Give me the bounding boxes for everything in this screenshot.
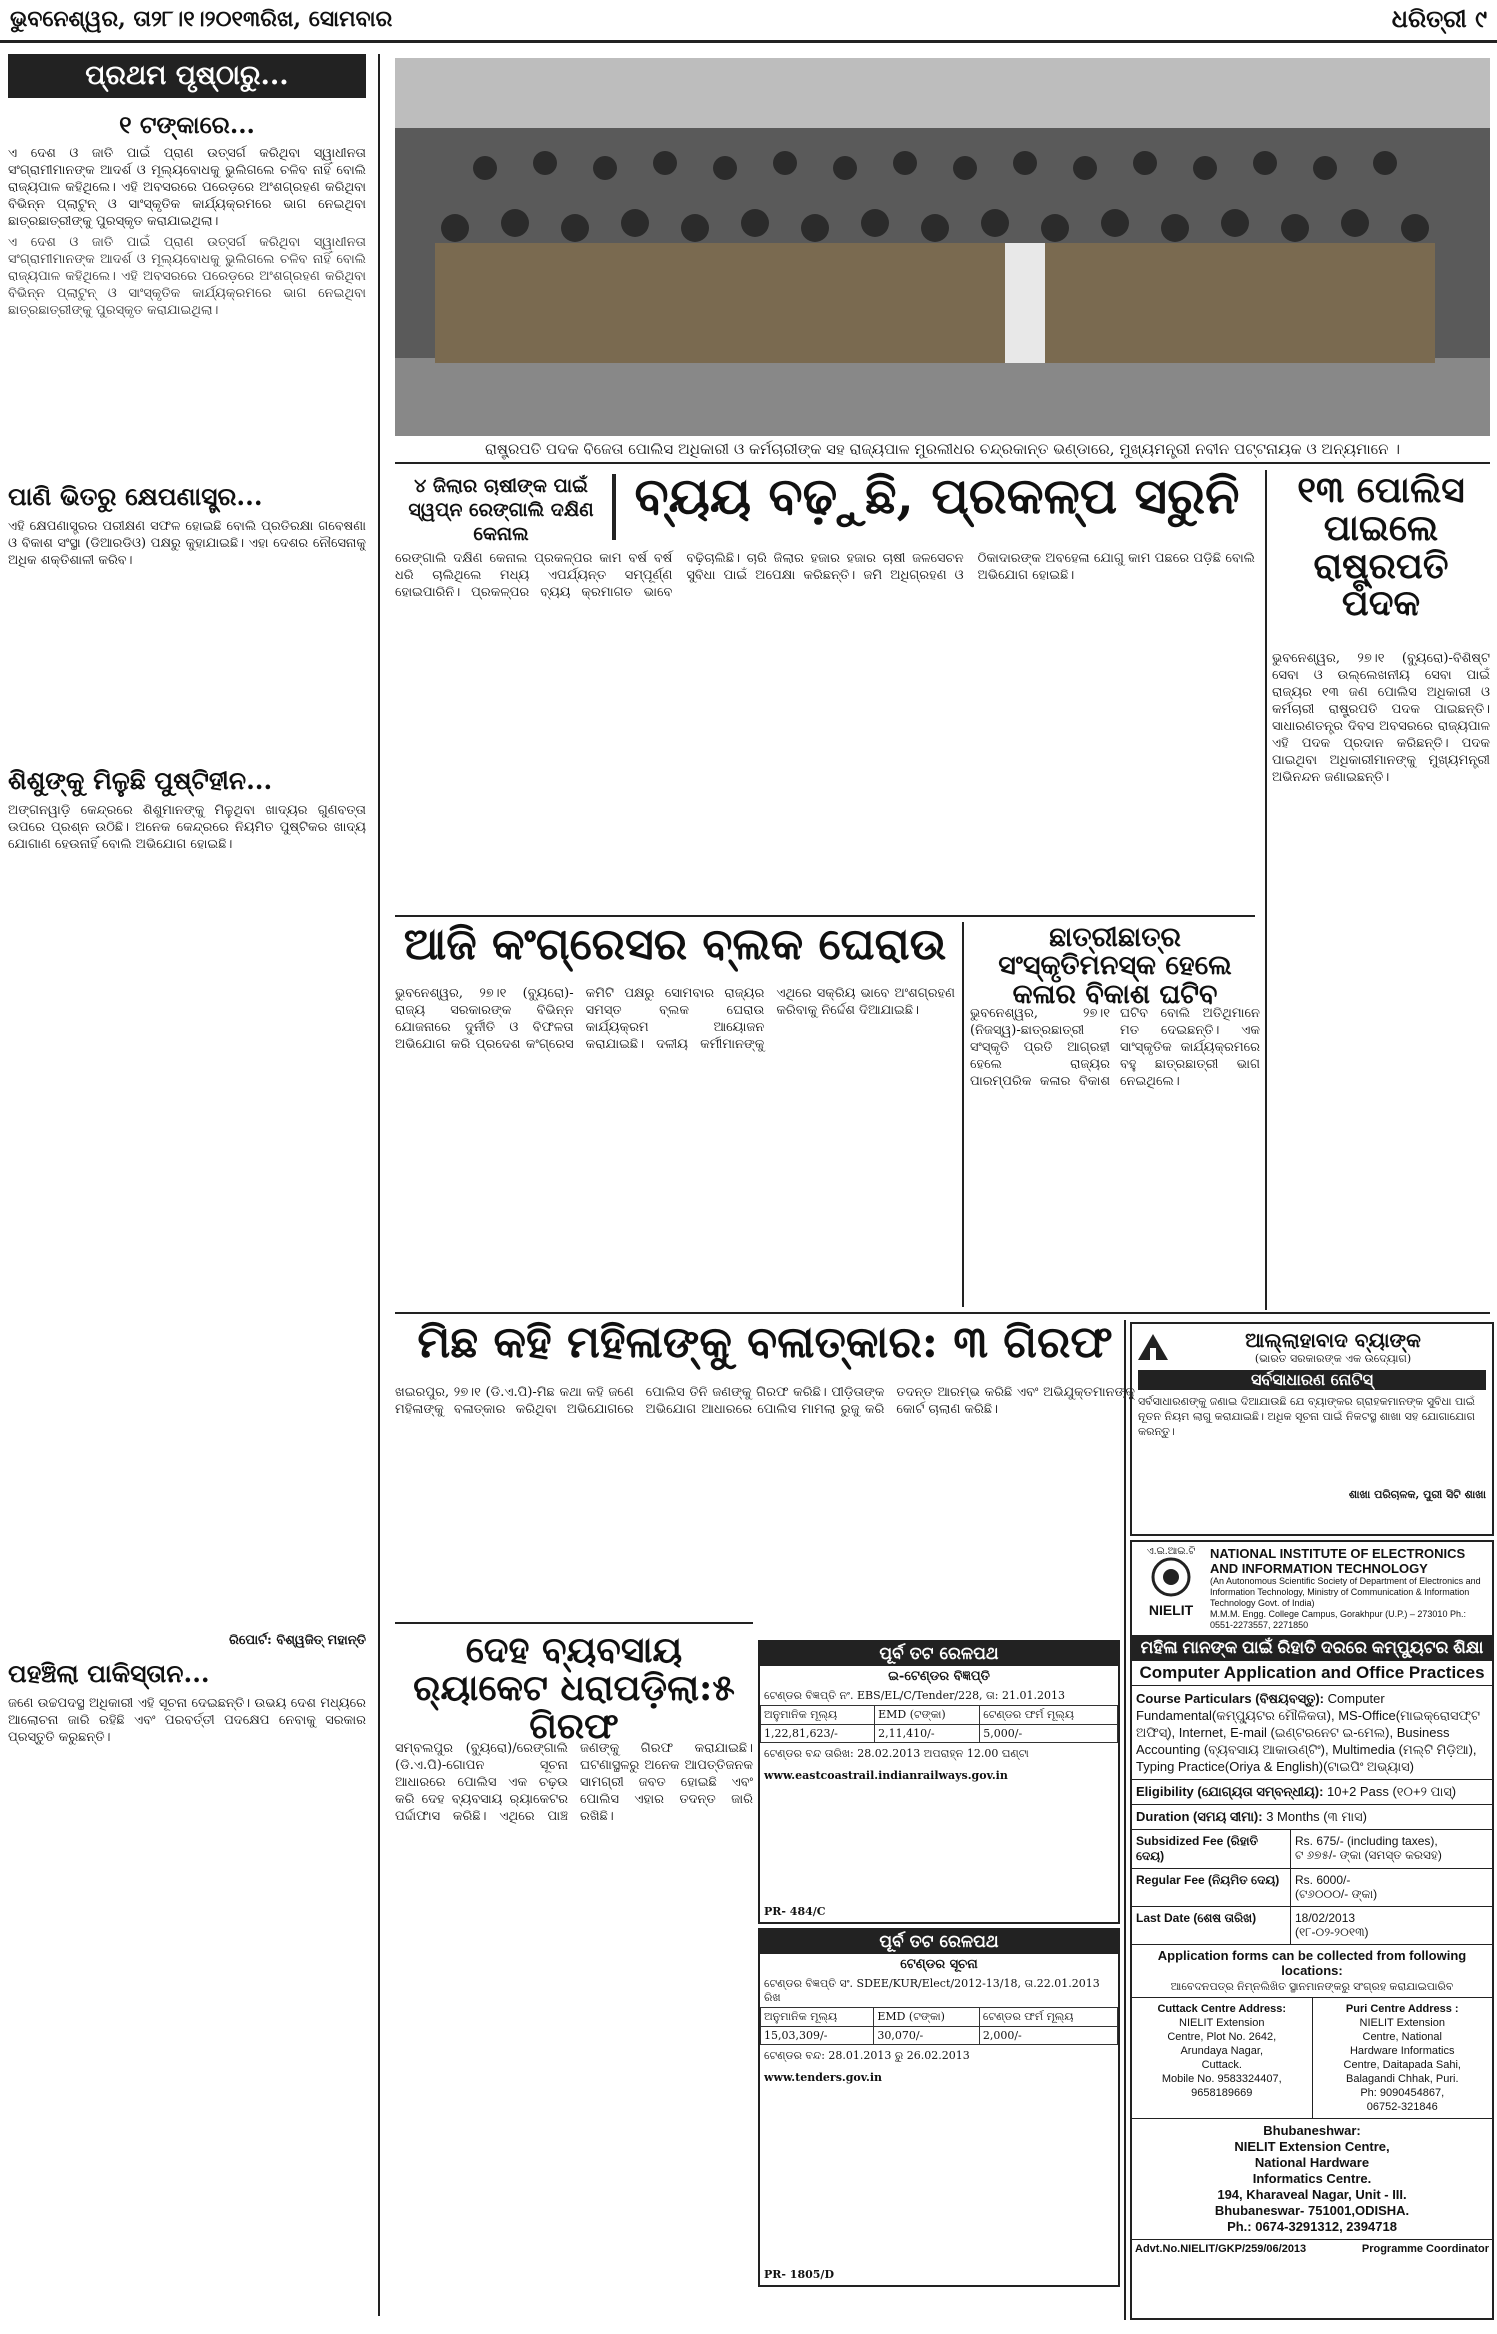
nielit-logo-icon [1141,1557,1201,1597]
table-cell: 2,11,410/- [875,1725,980,1743]
ad-website[interactable]: www.eastcoastrail.indianrailways.gov.in [764,1769,1008,1782]
left-column [8,54,366,2316]
students-body: ଭୁବନେଶ୍ୱର, ୨୭।୧ (ନିଜସ୍ୱ)-ଛାତ୍ରଛାତ୍ରୀ ସଂସ୍କୃତି ପ୍ରତି ଆଗ୍ରହୀ ହେଲେ ରାଜ୍ୟର ପାରମ୍ପରିକ କଳାର ବିକାଶ ଘଟିବ ବୋଲି ଅତିଥିମାନେ ମତ ଦେଇଛନ୍ତି। ଏକ ସାଂସ୍କୃତିକ କାର୍ଯ୍ୟକ୍ରମରେ ବହୁ ଛାତ୍ରଛାତ୍ରୀ ଭାଗ ନେଇଥିଲେ। [970,1006,1260,1089]
rule [395,915,1255,917]
students-headline: ଛାତ୍ରୀଛାତ୍ର ସଂସ୍କୃତିମନସ୍କ ହେଲେ କଳାର ବିକାଶ ଘଟିବ [998,922,1232,1010]
fee-table [1132,1830,1492,1945]
fee-sub: ଟ ୬୭୫/- ଙ୍କା (ସମସ୍ତ କରସହ) [1295,1848,1442,1862]
duration-value: 3 Months (୩ ମାସ) [1266,1809,1367,1824]
nielit-title: NATIONAL INSTITUTE OF ELECTRONICS AND INFORMATION TECHNOLOGY [1210,1546,1466,1576]
course-text: Computer Fundamental(କମ୍ପ୍ୟୁଟର ମୌଳିକତା), MS-Office(ମାଇକ୍ରୋସଫ୍ଟ ଅଫିସ୍), Internet, E-mail (ଇଣ୍ଟରନେଟ ଇ-ମେଲ), Business Accounting (ବ୍ୟବସାୟ ଆକାଉଣ୍ଟିଂ), Multimedia (ମଲ୍ଟି ମିଡ଼ିଆ), Typing Practice(Oriya & English)(ଟାଇପିଂ ଅଭ୍ୟାସ) [1136,1691,1480,1774]
fee-value: Rs. 675/- (including taxes), [1295,1834,1438,1848]
ad-table [760,1705,1118,1743]
centre-line: Bhubaneswar- 751001,ODISHA. [1214,2203,1410,2218]
centre-title: Cuttack Centre Address: [1157,2003,1287,2015]
rape-body: ଖଇରପୁର, ୨୭।୧ (ଡି.ଏ.ପି)-ମିଛ କଥା କହି ଜଣେ ମହିଳାଙ୍କୁ ବଳାତ୍କାର କରିଥିବା ଅଭିଯୋଗରେ ପୋଲିସ ତିନି ଜଣଙ୍କୁ ଗିରଫ କରିଛି। ପୀଡ଼ିତାଙ୍କ ଅଭିଯୋଗ ଆଧାରରେ ପୋଲିସ ମାମଲା ରୁଜୁ କରି ତଦନ୍ତ ଆରମ୍ଭ କରିଛି ଏବଂ ଅଭିଯୁକ୍ତମାନଙ୍କୁ କୋର୍ଟ ଚାଲାଣ କରିଛି। [395,1385,1135,1417]
ad-title: ପୂର୍ବ ତଟ ରେଳପଥ [760,1930,1118,1954]
table-cell: ଅନୁମାନିକ ମୂଲ୍ୟ [761,2008,874,2027]
ad-ref: ଟେଣ୍ଡର ବିଜ୍ଞପ୍ତି ସଂ. SDEE/KUR/Elect/2012-13/18, ତା.22.01.2013 ରିଖ [764,1977,1100,2004]
congress-body: ଭୁବନେଶ୍ୱର, ୨୭।୧ (ବ୍ୟୁରୋ)-ରାଜ୍ୟ ସରକାରଙ୍କ ବିଭିନ୍ନ ଯୋଜନାରେ ଦୁର୍ନୀତି ଓ ବିଫଳତା ଅଭିଯୋଗ କରି ପ୍ରଦେଶ କଂଗ୍ରେସ କମିଟି ପକ୍ଷରୁ ସୋମବାର ରାଜ୍ୟର ସମସ୍ତ ବ୍ଲକ ଘେରାଉ କାର୍ଯ୍ୟକ୍ରମ ଆୟୋଜନ କରାଯାଇଛି। ଦଳୀୟ କର୍ମୀମାନଙ୍କୁ ଏଥିରେ ସକ୍ରିୟ ଭାବେ ଅଂଶଗ୍ରହଣ କରିବାକୁ ନିର୍ଦ୍ଦେଶ ଦିଆଯାଇଛି। [395,986,955,1052]
story-title: ଶିଶୁଙ୍କୁ ମିଳୁଛି ପୁଷ୍ଟିହୀନ... [8,766,273,795]
nielit-logo [1136,1546,1206,1631]
puri-centre [1313,1998,1493,2118]
nielit-subtitle: (An Autonomous Scientific Society of Department of Electronics and Information Technology, Ministry of Communication & Information Technology Govt. of India) [1210,1576,1481,1608]
story-body: ଅଙ୍ଗନୱାଡ଼ି କେନ୍ଦ୍ରରେ ଶିଶୁମାନଙ୍କୁ ମିଳୁଥିବା ଖାଦ୍ୟର ଗୁଣବତ୍ତା ଉପରେ ପ୍ରଶ୍ନ ଉଠିଛି। ଅନେକ କେନ୍ଦ୍ରରେ ନିୟମିତ ପୁଷ୍ଟିକର ଖାଦ୍ୟ ଯୋଗାଣ ହେଉନାହିଁ ବୋଲି ଅଭିଯୋଗ ହୋଇଛି। [8,803,366,852]
racket-body: ସମ୍ବଲପୁର (ବ୍ୟୁରୋ)/ରେଙ୍ଗାଲି (ଡି.ଏ.ପି)-ଗୋପନ ସୂଚନା ଆଧାରରେ ପୋଲିସ ଏକ ଚଢ଼ଉ କରି ଦେହ ବ୍ୟବସାୟ ର‍୍ୟାକେଟର ପର୍ଦ୍ଦାଫାସ କରିଛି। ଏଥିରେ ପାଞ୍ଚ ଜଣଙ୍କୁ ଗିରଫ କରାଯାଇଛି। ଘଟଣାସ୍ଥଳରୁ ଅନେକ ଆପତ୍ତିଜନକ ସାମଗ୍ରୀ ଜବତ ହୋଇଛି ଏବଂ ପୋଲିସ ଏହାର ତଦନ୍ତ ଜାରି ରଖିଛି। [395,1741,753,1824]
fee-sub: (ଟ୬୦୦୦/- ଙ୍କା) [1295,1887,1378,1901]
apply-heading-or: ଆବେଦନପତ୍ର ନିମ୍ନଲିଖିତ ସ୍ଥାନମାନଙ୍କରୁ ସଂଗ୍ରହ କରାଯାଇପାରିବ [1132,1981,1492,1998]
police-group-photo [395,58,1490,436]
police-headline: ୧୩ ପୋଲିସ ପାଇଲେ ରାଷ୍ଟ୍ରପତି ପଦକ [1297,469,1465,625]
coordinator: Programme Coordinator [1361,2243,1489,2255]
lead-body: ରେଙ୍ଗାଲି ଦକ୍ଷିଣ କେନାଲ ପ୍ରକଳ୍ପର କାମ ବର୍ଷ ବର୍ଷ ଧରି ଚାଲିଥିଲେ ମଧ୍ୟ ଏପର୍ଯ୍ୟନ୍ତ ସମ୍ପୂର୍ଣ୍ଣ ହୋଇପାରିନି। ପ୍ରକଳ୍ପର ବ୍ୟୟ କ୍ରମାଗତ ଭାବେ ବଢ଼ିଚାଲିଛି। ଚାରି ଜିଲାର ହଜାର ହଜାର ଚାଷୀ ଜଳସେଚନ ସୁବିଧା ପାଇଁ ଅପେକ୍ଷା କରିଛନ୍ତି। ଜମି ଅଧିଗ୍ରହଣ ଓ ଠିକାଦାରଙ୍କ ଅବହେଳା ଯୋଗୁ କାମ ପଛରେ ପଡ଼ିଛି ବୋଲି ଅଭିଯୋଗ ହୋଇଛି। [395,551,1255,600]
centre-line: Arundaya Nagar, [1180,2045,1264,2057]
centre-line: Ph: 9090454867, [1360,2087,1445,2099]
branch-name: ଶାଖା ପରିଚାଳକ, ପୁରୀ ସିଟି ଶାଖା [1348,1488,1486,1501]
table-cell: ଟେଣ୍ଡର ଫର୍ମ ମୂଲ୍ୟ [979,2008,1117,2027]
story-title: ପହଞ୍ଚିଲା ପାକିସ୍ତାନ... [8,1659,210,1688]
nielit-banner: ମହିଳା ମାନଙ୍କ ପାଇଁ ରିହାତି ଦରରେ କମ୍ପ୍ୟୁଟର ଶିକ୍ଷା [1132,1635,1492,1661]
ad-table [760,2007,1118,2045]
ad-website[interactable]: www.tenders.gov.in [764,2071,883,2084]
racket-headline: ଦେହ ବ୍ୟବସାୟ ର‍୍ୟାକେଟ ଧରାପଡ଼ିଲା:୫ ଗିରଫ [413,1629,735,1747]
fee-row [1132,1830,1492,1869]
table-cell: EMD (ଟଙ୍କା) [874,2008,980,2027]
bank-logo-icon [1136,1332,1170,1362]
centre-line: Ph.: 0674-3291312, 2394718 [1227,2219,1397,2234]
logo-caption: ଏ.ଇ.ଆଇ.ଟି [1146,1546,1196,1557]
logo-text: NIELIT [1148,1602,1194,1618]
course-label: Course Particulars (ବିଷୟବସ୍ତୁ): [1136,1691,1324,1706]
fee-value: 18/02/2013 [1295,1911,1356,1925]
column-divider [378,54,380,2316]
advt-number: Advt.No.NIELIT/GKP/259/06/2013 [1135,2243,1307,2255]
nielit-ad [1130,1540,1494,2320]
table-cell: 1,22,81,623/- [761,1725,875,1743]
fee-value: Rs. 6000/- [1295,1873,1351,1887]
column-divider [962,922,964,1307]
rule [395,462,1490,464]
page-number: ଧରିତ୍ରୀ ୯ [1391,4,1487,33]
first-page-banner: ପ୍ରଥମ ପୃଷ୍ଠାରୁ... [8,54,366,98]
ad-notice: ଇ-ଟେଣ୍ଡର ବିଜ୍ଞପ୍ତି [888,1669,990,1684]
ad-code: PR- 484/C [764,1905,826,1918]
centre-line: National Hardware [1254,2155,1370,2170]
centre-line: Centre, Plot No. 2642, [1167,2031,1277,2043]
centre-line: Centre, National [1362,2031,1442,2043]
centre-line: Mobile No. 9583324407, [1161,2073,1282,2085]
ad-title: ପୂର୍ବ ତଟ ରେଳପଥ [760,1642,1118,1666]
centre-line: Informatics Centre. [1252,2171,1372,2186]
story-body: ଏହି କ୍ଷେପଣାସ୍ତ୍ରର ପରୀକ୍ଷଣ ସଫଳ ହୋଇଛି ବୋଲି ପ୍ରତିରକ୍ଷା ଗବେଷଣା ଓ ବିକାଶ ସଂସ୍ଥା (ଡିଆରଡିଓ) ପକ୍ଷରୁ କୁହାଯାଇଛି। ଏହା ଦେଶର ନୌସେନାକୁ ଅଧିକ ଶକ୍ତିଶାଳୀ କରିବ। [8,519,366,568]
centre-line: Hardware Informatics [1349,2045,1455,2057]
centre-line: NIELIT Extension [1359,2017,1445,2029]
reporter-byline: ରିପୋର୍ଟ: ବିଶ୍ୱଜିତ୍ ମହାନ୍ତି [228,1633,366,1648]
table-row [761,1725,1118,1743]
fee-label: Regular Fee (ନିୟମିତ ଦେୟ) [1132,1869,1291,1906]
railway-ad-2 [758,1928,1120,2287]
centre-line: Balagandi Chhak, Puri. [1345,2073,1459,2085]
centre-title: Puri Centre Address : [1345,2003,1459,2015]
group-photo [395,58,1490,436]
ad-dates: ଟେଣ୍ଡର ବନ୍ଦ: 28.01.2013 ରୁ 26.02.2013 [764,2049,970,2062]
course-name: Computer Application and Office Practices [1132,1661,1492,1686]
column-divider [1124,1320,1126,2320]
centre-line: NIELIT Extension Centre, [1234,2139,1390,2154]
page-header [0,0,1497,43]
table-row [761,1706,1118,1725]
apply-heading: Application forms can be collected from following locations: [1157,1948,1467,1978]
table-cell: 2,000/- [979,2027,1117,2045]
table-cell: ଅନୁମାନିକ ମୂଲ୍ୟ [761,1706,875,1725]
lead-headline: ବ୍ୟୟ ବଢ଼ୁଛି, ପ୍ରକଳ୍ପ ସରୁନି [634,466,1240,525]
eligibility-label: Eligibility (ଯୋଗ୍ୟତା ସମ୍ବନ୍ଧୀୟ): [1136,1784,1324,1799]
bhubaneswar-centre [1132,2119,1492,2239]
police-body: ଭୁବନେଶ୍ୱର, ୨୭।୧ (ବ୍ୟୁରୋ)-ବିଶିଷ୍ଟ ସେବା ଓ ଉଲ୍ଲେଖନୀୟ ସେବା ପାଇଁ ରାଜ୍ୟର ୧୩ ଜଣ ପୋଲିସ ଅଧିକାରୀ ଓ କର୍ମଚାରୀ ରାଷ୍ଟ୍ରପତି ପଦକ ପାଇଛନ୍ତି। ସାଧାରଣତନ୍ତ୍ର ଦିବସ ଅବସରରେ ରାଜ୍ୟପାଳ ଏହି ପଦକ ପ୍ରଦାନ କରିଛନ୍ତି। ପଦକ ପାଇଥିବା ଅଧିକାରୀମାନଙ୍କୁ ମୁଖ୍ୟମନ୍ତ୍ରୀ ଅଭିନନ୍ଦନ ଜଣାଇଛନ୍ତି। [1272,651,1490,785]
centre-line: 194, Kharaveal Nagar, Unit - III. [1217,2187,1407,2202]
ad-code: PR- 1805/D [764,2268,834,2281]
congress-headline: ଆଜି କଂଗ୍ରେସର ବ୍ଲକ ଘେରାଉ [403,919,947,970]
bank-name: ଆଲ୍ଲାହାବାଦ ବ୍ୟାଙ୍କ [1245,1328,1421,1352]
fee-label: Last Date (ଶେଷ ତାରିଖ) [1132,1907,1291,1944]
dateline: ଭୁବନେଶ୍ୱର, ତା୨୮।୧।୨୦୧୩ରିଖ, ସୋମବାର [10,6,393,32]
notice-body: ସର୍ବସାଧାରଣଙ୍କୁ ଜଣାଇ ଦିଆଯାଉଛି ଯେ ବ୍ୟାଙ୍କର ଗ୍ରାହକମାନଙ୍କ ସୁବିଧା ପାଇଁ ନୂତନ ନିୟମ ଲାଗୁ କରାଯାଇଛି। ଅଧିକ ସୂଚନା ପାଇଁ ନିକଟସ୍ଥ ଶାଖା ସହ ଯୋଗାଯୋଗ କରନ୍ତୁ। [1138,1395,1475,1438]
eligibility-value: 10+2 Pass (୧୦+୨ ପାସ୍) [1327,1784,1457,1799]
fee-row [1132,1869,1492,1907]
bank-sub: (ଭାରତ ସରକାରଙ୍କ ଏକ ଉଦ୍ୟୋଗ) [1254,1352,1412,1365]
ad-ref: ଟେଣ୍ଡର ବିଜ୍ଞପ୍ତି ନଂ. EBS/EL/C/Tender/228, ତା: 21.01.2013 [764,1689,1065,1702]
photo-caption: ରାଷ୍ଟ୍ରପତି ପଦକ ବିଜେତା ପୋଲିସ ଅଧିକାରୀ ଓ କର୍ମଚାରୀଙ୍କ ସହ ରାଜ୍ୟପାଳ ମୁରଲୀଧର ଚନ୍ଦ୍ରକାନ୍ତ ଭଣ୍ଡାରେ, ମୁଖ୍ୟମନ୍ତ୍ରୀ ନବୀନ ପଟ୍ଟନାୟକ ଓ ଅନ୍ୟମାନେ । [484,440,1400,458]
bank-ad [1130,1322,1494,1536]
centre-line: NIELIT Extension [1179,2017,1265,2029]
column-divider [1265,470,1267,1310]
table-row [761,2008,1118,2027]
rape-headline: ମିଛ କହି ମହିଳାଙ୍କୁ ବଳାତ୍କାର: ୩ ଗିରଫ [417,1317,1113,1368]
ad-dates: ଟେଣ୍ଡର ବନ୍ଦ ତାରିଖ: 28.02.2013 ଅପରାହ୍ନ 12.00 ଘଣ୍ଟା [764,1747,1029,1760]
railway-ad-1 [758,1640,1120,1924]
fee-label: Subsidized Fee (ରିହାତି ଦେୟ) [1132,1830,1291,1868]
table-cell: 15,03,309/- [761,2027,874,2045]
centre-line: 9658189669 [1191,2087,1253,2099]
rule [395,1312,1490,1314]
story-continuation: ଏ ଦେଶ ଓ ଜାତି ପାଇଁ ପ୍ରାଣ ଉତ୍ସର୍ଗ କରିଥିବା ସ୍ୱାଧୀନତା ସଂଗ୍ରାମୀମାନଙ୍କ ଆଦର୍ଶ ଓ ମୂଲ୍ୟବୋଧକୁ ଭୁଲିଗଲେ ଚଳିବ ନାହିଁ ବୋଲି ରାଜ୍ୟପାଳ କହିଥିଲେ। ଏହି ଅବସରରେ ପରେଡ଼ରେ ଅଂଶଗ୍ରହଣ କରିଥିବା ବିଭିନ୍ନ ପ୍ଲାଟୁନ୍ ଓ ସାଂସ୍କୃତିକ କାର୍ଯ୍ୟକ୍ରମରେ ଭାଗ ନେଇଥିବା ଛାତ୍ରଛାତ୍ରୀଙ୍କୁ ପୁରସ୍କୃତ କରାଯାଇଥିଲା। [8,235,366,318]
centre-line: Bhubaneshwar: [1263,2123,1361,2138]
table-cell: EMD (ଟଙ୍କା) [875,1706,980,1725]
story-body: ଏ ଦେଶ ଓ ଜାତି ପାଇଁ ପ୍ରାଣ ଉତ୍ସର୍ଗ କରିଥିବା ସ୍ୱାଧୀନତା ସଂଗ୍ରାମୀମାନଙ୍କ ଆଦର୍ଶ ଓ ମୂଲ୍ୟବୋଧକୁ ଭୁଲିଗଲେ ଚଳିବ ନାହିଁ ବୋଲି ରାଜ୍ୟପାଳ କହିଥିଲେ। ଏହି ଅବସରରେ ପରେଡ଼ରେ ଅଂଶଗ୍ରହଣ କରିଥିବା ବିଭିନ୍ନ ପ୍ଲାଟୁନ୍ ଓ ସାଂସ୍କୃତିକ କାର୍ଯ୍ୟକ୍ରମରେ ଭାଗ ନେଇଥିବା ଛାତ୍ରଛାତ୍ରୀଙ୍କୁ ପୁରସ୍କୃତ କରାଯାଇଥିଲା। [8,146,366,229]
nielit-address: M.M.M. Engg. College Campus, Gorakhpur (U.P.) – 273010 Ph.: 0551-2273557, 2271850 [1210,1609,1466,1630]
table-row [761,2027,1118,2045]
story-body: ଜଣେ ଉଚ୍ଚପଦସ୍ଥ ଅଧିକାରୀ ଏହି ସୂଚନା ଦେଇଛନ୍ତି। ଉଭୟ ଦେଶ ମଧ୍ୟରେ ଆଲୋଚନା ଜାରି ରହିଛି ଏବଂ ପରବର୍ତ୍ତୀ ପଦକ୍ଷେପ ନେବାକୁ ସରକାର ପ୍ରସ୍ତୁତି କରୁଛନ୍ତି। [8,1696,366,1745]
kicker-divider [612,474,616,540]
fee-sub: (୧୮-୦୨-୨୦୧୩) [1295,1925,1369,1939]
lead-kicker: ୪ ଜିଲାର ଚାଷୀଙ୍କ ପାଇଁ ସ୍ୱପ୍ନ ରେଙ୍ଗାଲି ଦକ୍ଷିଣ କେନାଲ [408,475,594,545]
centre-line: Cuttack. [1201,2059,1242,2071]
centre-line: Centre, Daitapada Sahi, [1343,2059,1461,2071]
cuttack-centre [1132,1998,1313,2118]
story-title: ପାଣି ଭିତରୁ କ୍ଷେପଣାସ୍ତ୍ର... [8,482,263,511]
notice-head: ସର୍ବସାଧାରଣ ନୋଟିସ୍ [1138,1370,1486,1390]
fee-row [1132,1907,1492,1945]
centre-line: 06752-321846 [1366,2101,1438,2113]
table-cell: 30,070/- [874,2027,980,2045]
table-cell: ଟେଣ୍ଡର ଫର୍ମ ମୂଲ୍ୟ [980,1706,1118,1725]
story-title: ୧ ଟଙ୍କାରେ... [119,110,255,139]
rule [395,1622,753,1624]
table-cell: 5,000/- [980,1725,1118,1743]
duration-label: Duration (ସମୟ ସୀମା): [1136,1809,1263,1824]
ad-notice: ଟେଣ୍ଡର ସୂଚନା [900,1957,978,1972]
